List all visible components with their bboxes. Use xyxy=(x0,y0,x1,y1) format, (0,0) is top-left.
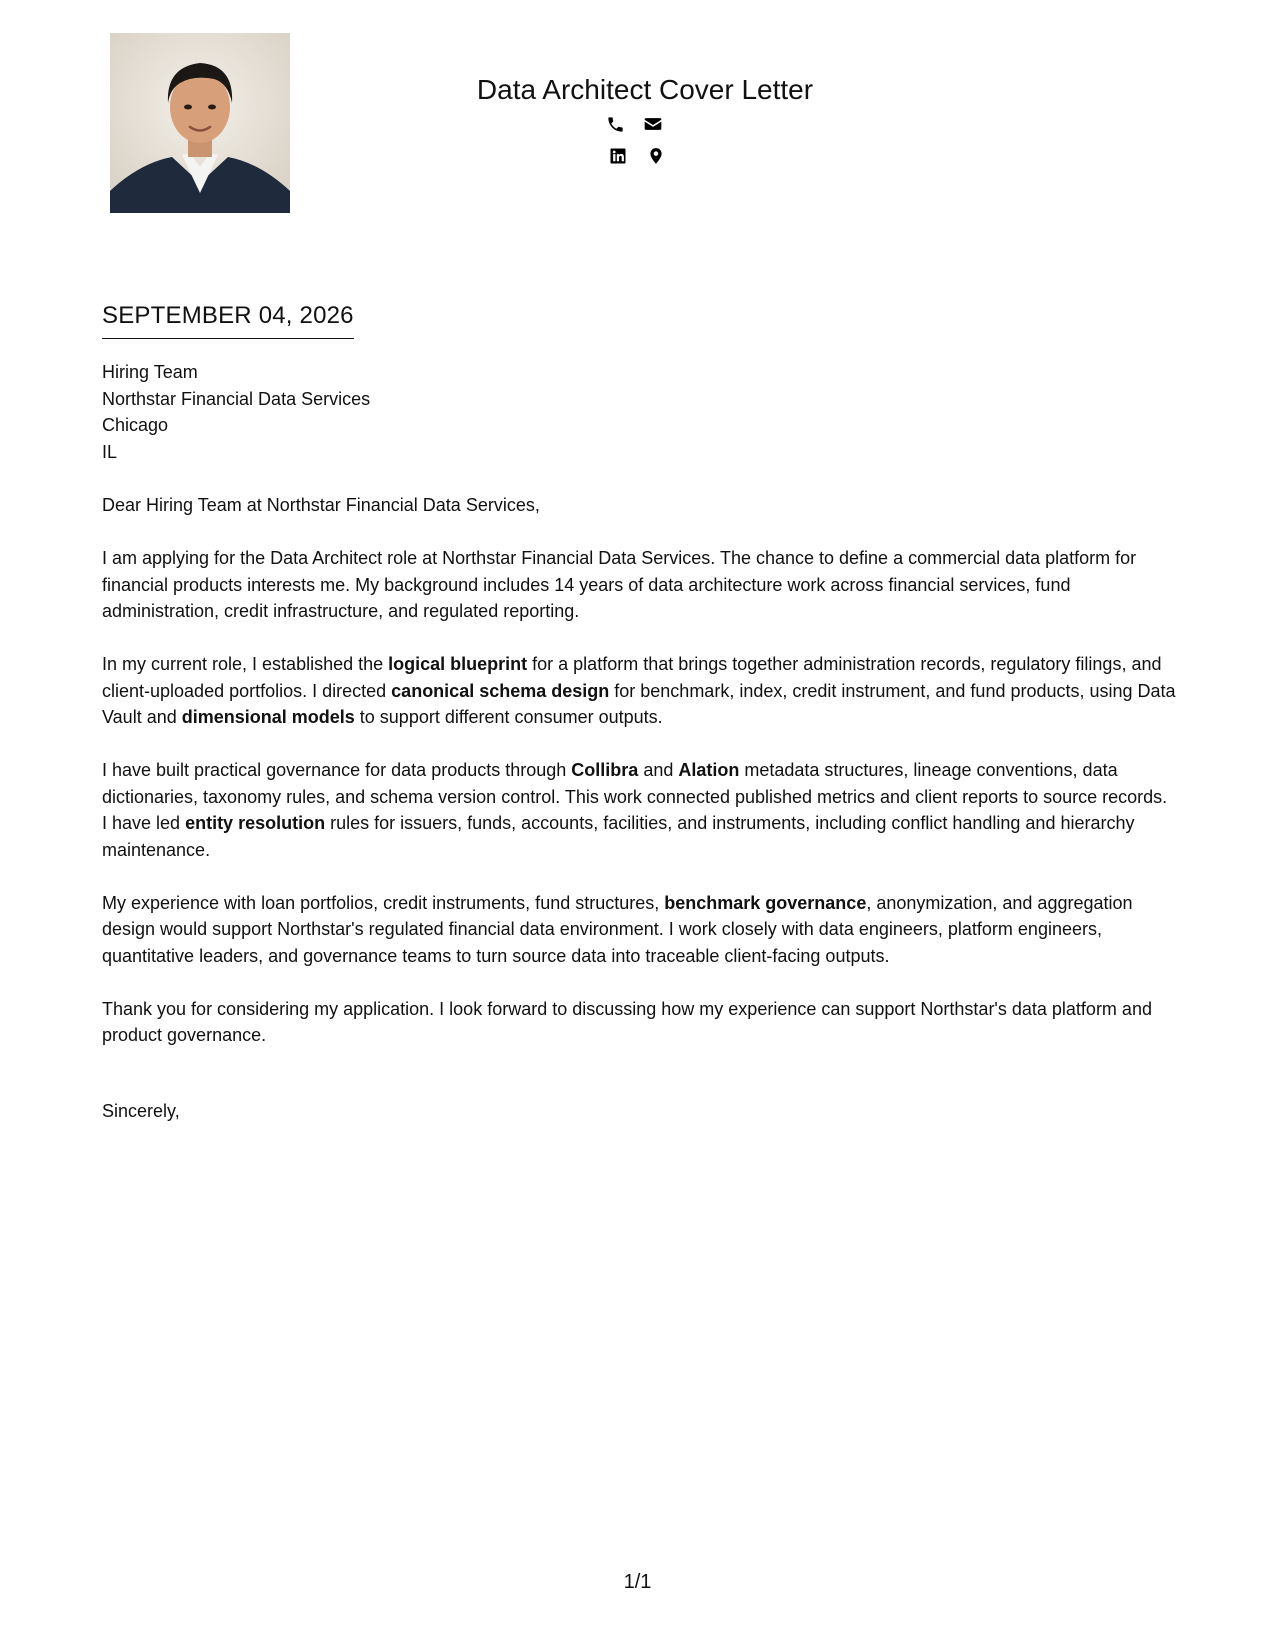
paragraph-4 xyxy=(102,890,1177,970)
emphasis-term: benchmark governance xyxy=(664,892,867,913)
phone-icon[interactable] xyxy=(605,114,625,134)
recipient-company: Northstar Financial Data Services xyxy=(102,388,371,409)
emphasis-term: dimensional models xyxy=(181,707,355,727)
page-number: 1/1 xyxy=(623,1571,652,1593)
emphasis-term: logical blueprint xyxy=(388,654,528,674)
document-title: Data Architect Cover Letter xyxy=(476,74,814,105)
contact-row-2 xyxy=(608,146,666,166)
text-run: for benchmark, index, credit instrument, and fund products, using Data Vault and xyxy=(102,680,1176,727)
location-pin-icon[interactable] xyxy=(646,146,666,166)
text-run: and xyxy=(638,760,679,780)
text-run: My experience with loan portfolios, credit instruments, fund structures, xyxy=(102,892,665,913)
paragraph-3 xyxy=(102,757,1177,863)
text-run: rules for issuers, funds, accounts, facilities, and instruments, including conflict handling and hierarchy maintenance. xyxy=(102,813,1135,860)
text-run: I am applying for the Data Architect role at Northstar Financial Data Services. The chance to define a commercial data platform for financial products interests me. My background includes 14 years of data architecture work across financial services, fund administration, credit infrastructure, and regulated reporting. xyxy=(102,548,1137,621)
emphasis-term: Alation xyxy=(678,760,740,780)
linkedin-icon[interactable] xyxy=(608,146,628,166)
text-run: Thank you for considering my application. I look forward to discussing how my experience can support Northstar's data platform and product governance. xyxy=(102,998,1152,1045)
profile-photo xyxy=(110,33,290,213)
paragraph-1 xyxy=(102,545,1177,625)
envelope-icon[interactable] xyxy=(643,114,663,134)
text-run: for a platform that brings together administration records, regulatory filings, and client-uploaded portfolios. I directed xyxy=(102,654,1162,701)
emphasis-term: entity resolution xyxy=(185,813,326,833)
text-run: to support different consumer outputs. xyxy=(354,707,663,727)
recipient-address xyxy=(102,359,370,465)
recipient-state: IL xyxy=(102,441,118,462)
salutation: Dear Hiring Team at Northstar Financial Data Services, xyxy=(102,495,540,515)
recipient-name: Hiring Team xyxy=(102,362,198,382)
emphasis-term: canonical schema design xyxy=(391,680,610,701)
letter-body xyxy=(102,492,1177,1075)
paragraph-2 xyxy=(102,651,1177,731)
emphasis-term: Collibra xyxy=(571,760,639,780)
text-run: In my current role, I established the xyxy=(102,654,389,674)
text-run: metadata structures, lineage conventions, data dictionaries, taxonomy rules, and schema version control. This work connected published metrics and client reports to source records. I have led xyxy=(102,760,1168,833)
contact-row-1 xyxy=(605,114,663,134)
recipient-city: Chicago xyxy=(102,415,169,435)
text-run: I have built practical governance for data products through xyxy=(102,760,572,780)
closing: Sincerely, xyxy=(102,1101,180,1121)
letter-date: SEPTEMBER 04, 2026 xyxy=(102,300,354,339)
paragraph-5 xyxy=(102,996,1177,1049)
text-run: , anonymization, and aggregation design would support Northstar's regulated financial data environment. I work closely with data engineers, platform engineers, quantitative leaders, and governance teams to turn source data into traceable client-facing outputs. xyxy=(102,892,1133,966)
